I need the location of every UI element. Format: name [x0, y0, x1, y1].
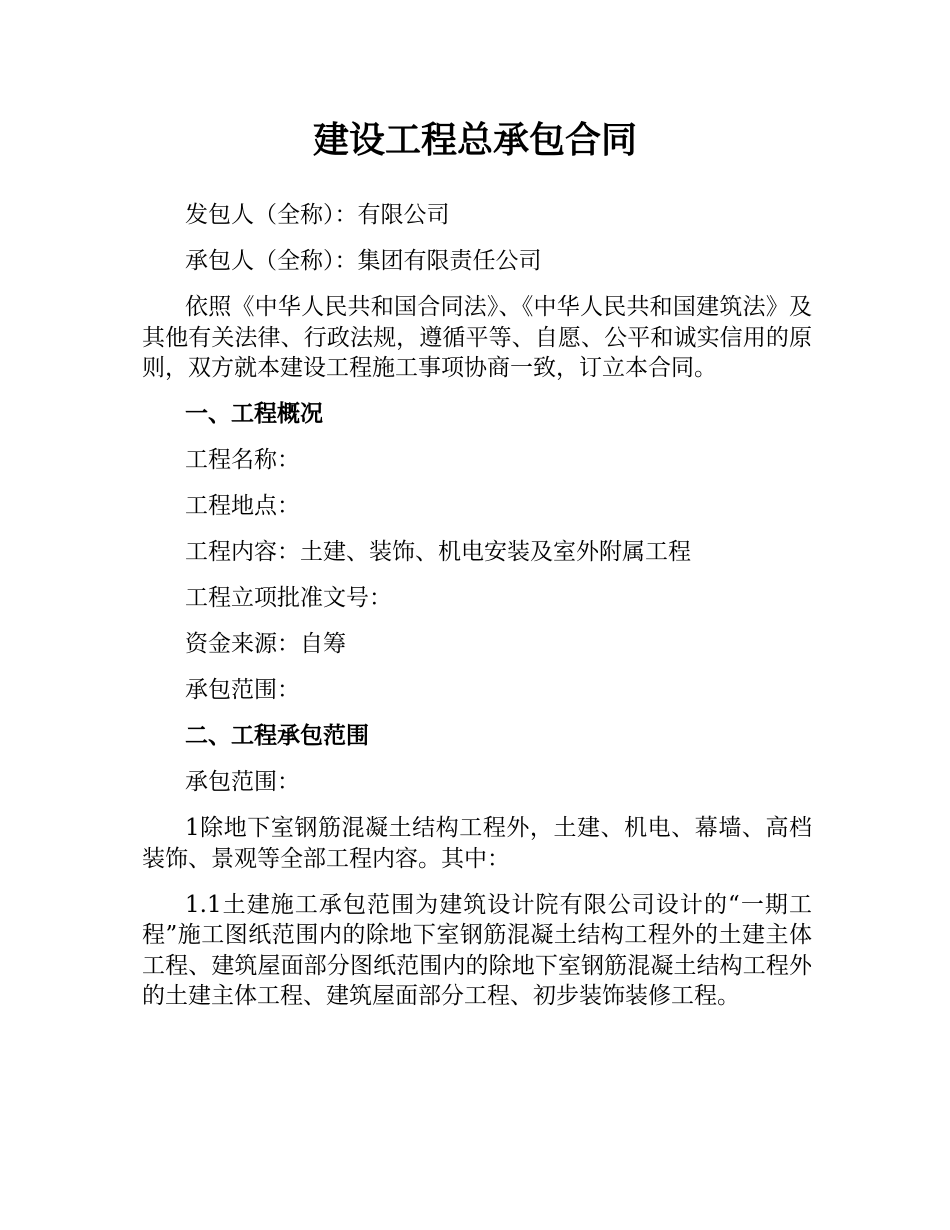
preamble-paragraph: 依照《中华人民共和国合同法》、《中华人民共和国建筑法》及其他有关法律、行政法规，遵循平等、自愿、公平和诚实信用的原则，双方就本建设工程施工事项协商一致，订立本合同。 — [142, 294, 812, 381]
document-body — [142, 200, 812, 1027]
scope-label-line: 承包范围： — [185, 769, 300, 795]
funding-source-line: 资金来源：自筹 — [185, 631, 346, 657]
document-title: 建设工程总承包合同 — [312, 120, 637, 161]
project-content-line: 工程内容：土建、装饰、机电安装及室外附属工程 — [185, 539, 691, 565]
scope-line: 承包范围： — [185, 677, 300, 703]
project-location-line: 工程地点： — [185, 493, 300, 519]
section-heading-1: 一、工程概况 — [185, 401, 323, 427]
scope-item-1-1: 1.1土建施工承包范围为建筑设计院有限公司设计的“一期工程”施工图纸范围内的除地下室钢筋混凝土结构工程外的土建主体工程、建筑屋面部分图纸范围内的除地下室钢筋混凝土结构工程外的土建主体工程、建筑屋面部分工程、初步装饰装修工程。 — [142, 891, 812, 1009]
scope-item-1: 1除地下室钢筋混凝土结构工程外，土建、机电、幕墙、高档装饰、景观等全部工程内容。其中： — [142, 815, 812, 872]
approval-number-line: 工程立项批准文号： — [185, 585, 392, 611]
party-b-line: 承包人（全称）：集团有限责任公司 — [185, 248, 542, 274]
section-heading-2: 二、工程承包范围 — [185, 723, 369, 749]
project-name-line: 工程名称： — [185, 447, 300, 473]
party-a-line: 发包人（全称）：有限公司 — [185, 202, 450, 228]
